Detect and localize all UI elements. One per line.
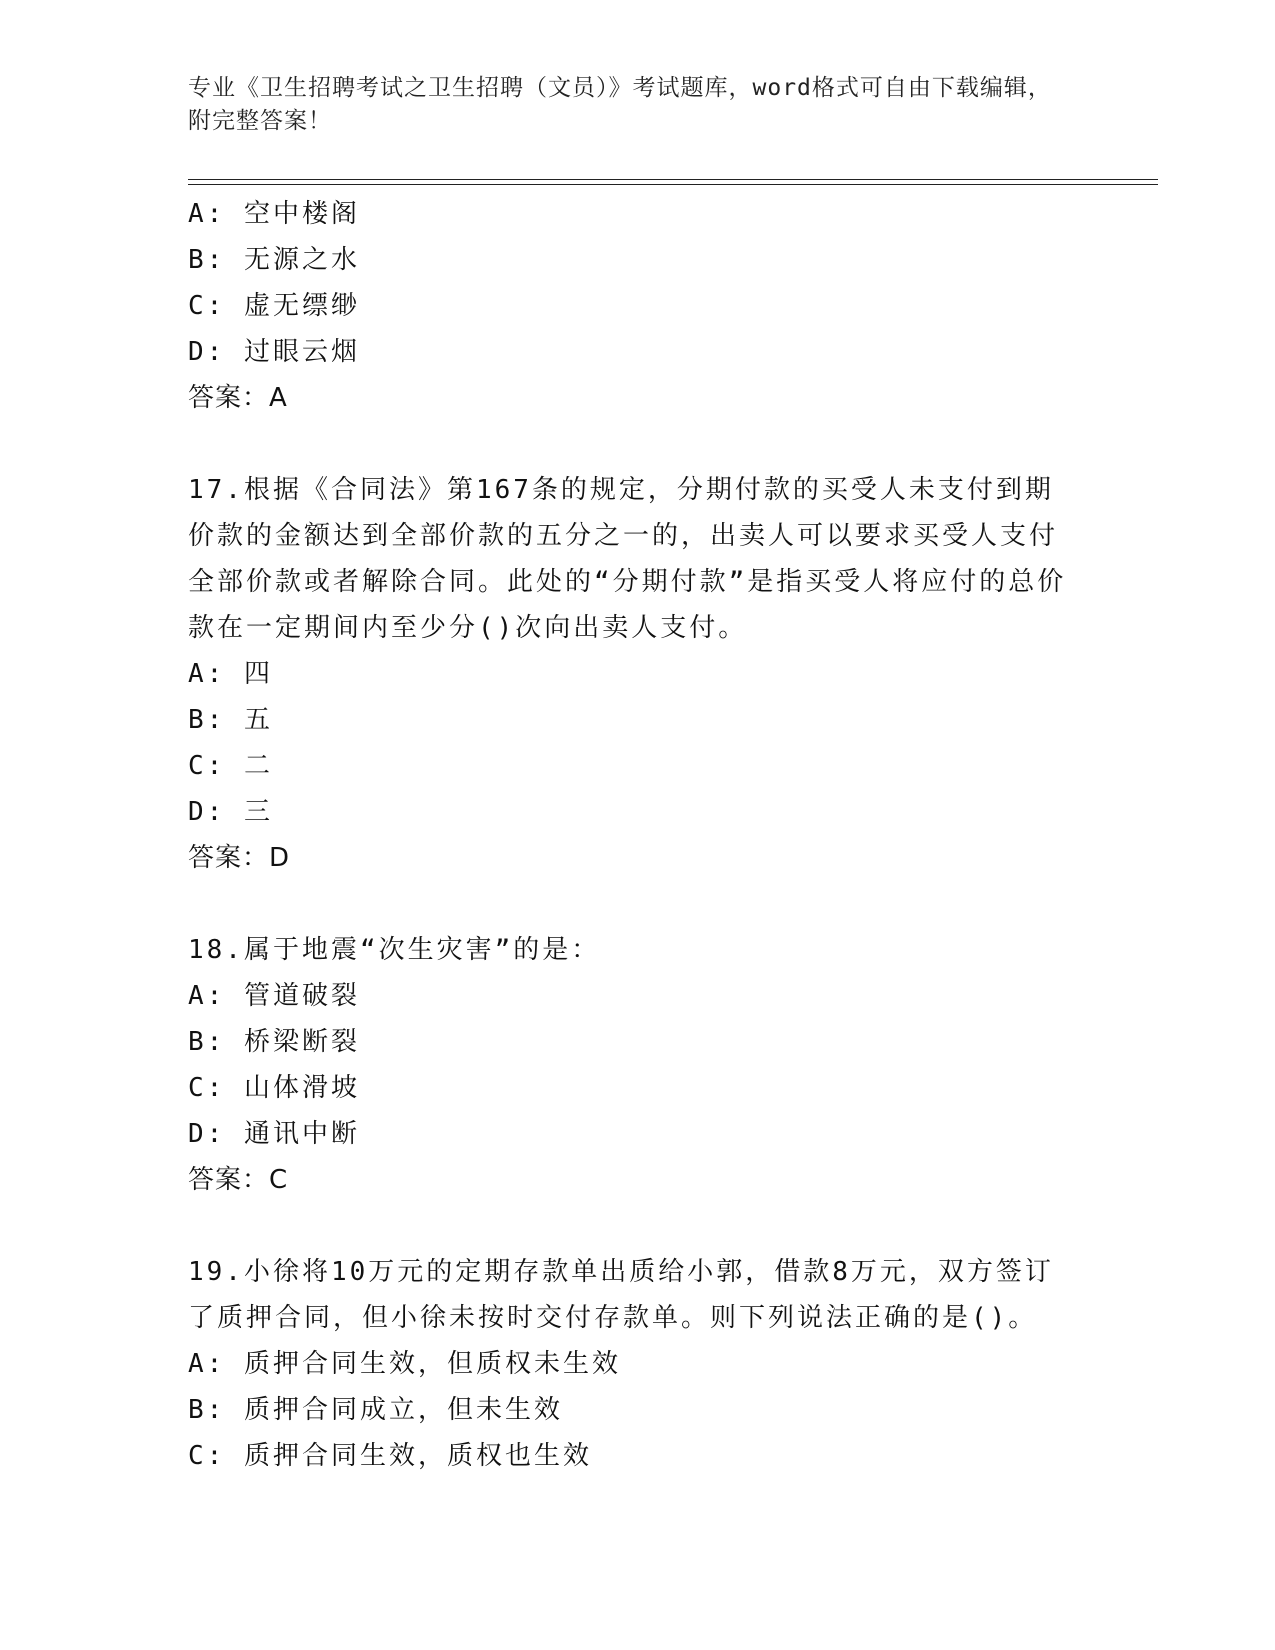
question-text: 19.小徐将10万元的定期存款单出质给小郭，借款8万元，双方签订了质押合同，但小徐未按时交付存款单。则下列说法正确的是()。 [188, 1257, 1054, 1333]
option-c: C: 山体滑坡 [188, 1073, 360, 1103]
option-a: A: 四 [188, 659, 273, 689]
question-block-17 [188, 467, 1088, 881]
question-list [188, 191, 1088, 1479]
option-a: A: 管道破裂 [188, 981, 360, 1011]
document-header: 专业《卫生招聘考试之卫生招聘（文员）》考试题库，word格式可自由下载编辑，附完整答案！ [188, 75, 1052, 134]
option-d: D: 三 [188, 797, 273, 827]
answer-line: 答案：A [188, 383, 288, 413]
option-d: D: 过眼云烟 [188, 337, 360, 367]
question-text: 18.属于地震“次生灾害”的是： [188, 935, 601, 965]
option-c: C: 虚无缥缈 [188, 291, 360, 321]
option-b: B: 桥梁断裂 [188, 1027, 360, 1057]
question-block-19 [188, 1249, 1088, 1479]
option-c: C: 质押合同生效，质权也生效 [188, 1441, 592, 1471]
header-divider [188, 179, 1158, 180]
question-block-16 [188, 191, 1088, 421]
question-block-18 [188, 927, 1088, 1203]
option-b: B: 质押合同成立，但未生效 [188, 1395, 563, 1425]
option-d: D: 通讯中断 [188, 1119, 360, 1149]
option-b: B: 无源之水 [188, 245, 360, 275]
answer-line: 答案：C [188, 1165, 289, 1195]
option-a: A: 质押合同生效，但质权未生效 [188, 1349, 621, 1379]
answer-line: 答案：D [188, 843, 291, 873]
option-b: B: 五 [188, 705, 273, 735]
question-text: 17.根据《合同法》第167条的规定，分期付款的买受人未支付到期价款的金额达到全部价款的五分之一的，出卖人可以要求买受人支付全部价款或者解除合同。此处的“分期付款”是指买受人将应付的总价款在一定期间内至少分()次向出卖人支付。 [188, 475, 1067, 643]
header-divider [188, 184, 1158, 185]
option-a: A: 空中楼阁 [188, 199, 360, 229]
option-c: C: 二 [188, 751, 273, 781]
